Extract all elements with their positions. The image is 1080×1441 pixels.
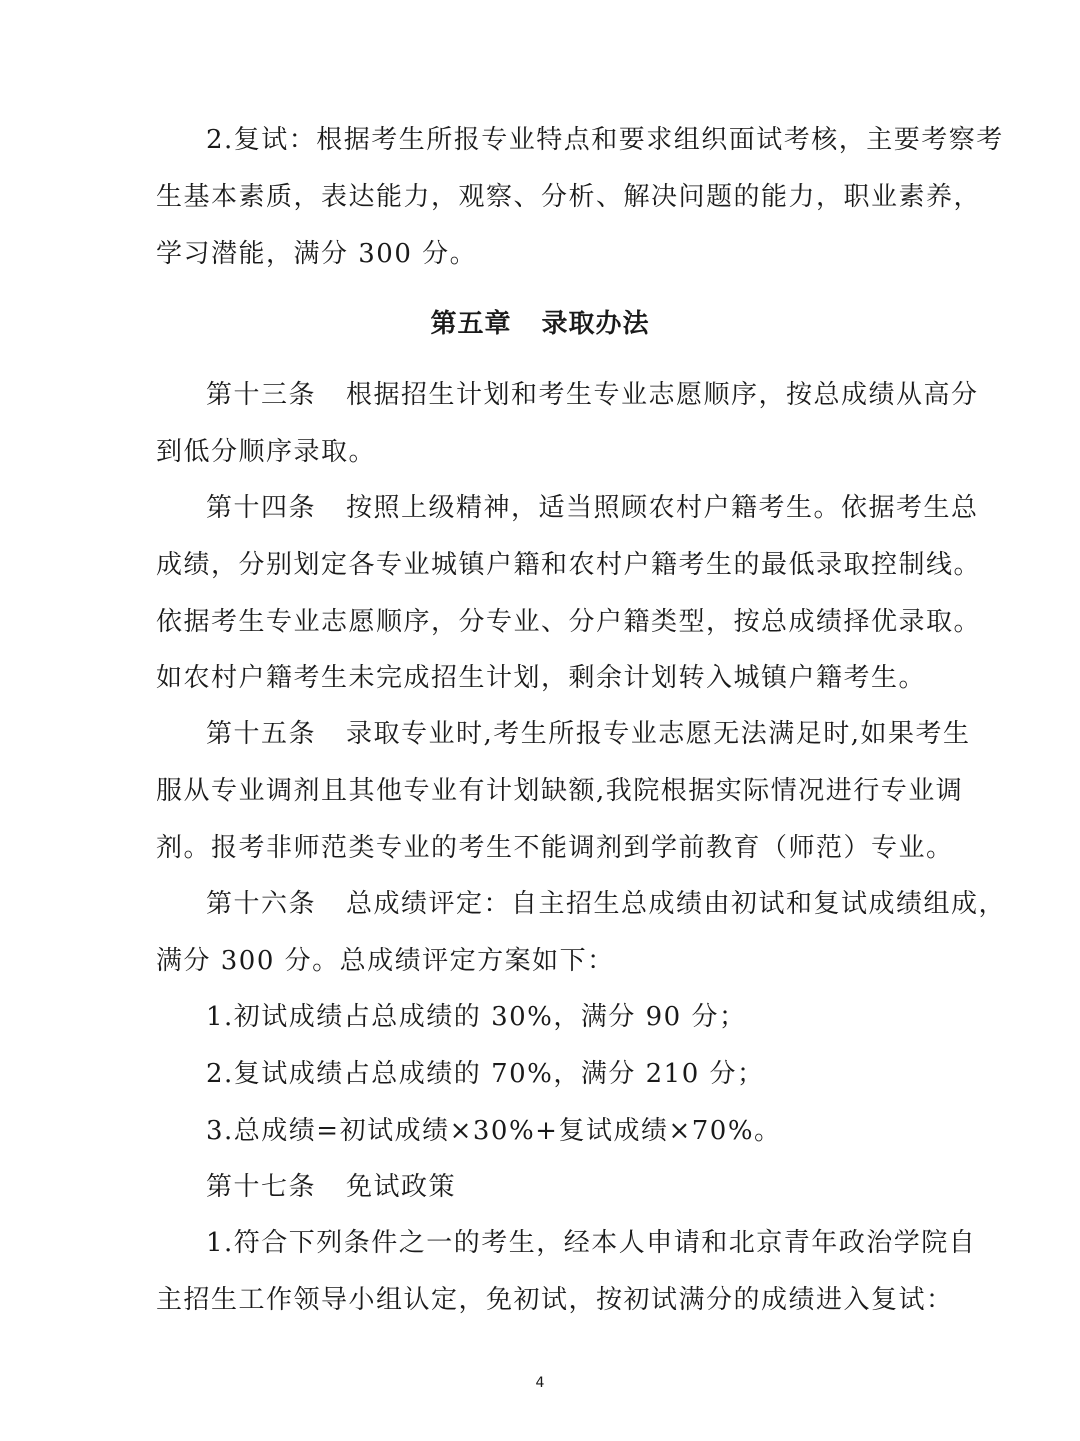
article-17-line xyxy=(206,1170,996,1204)
article-label: 第十三条 xyxy=(206,380,317,410)
chapter-heading xyxy=(0,307,1080,341)
article-16-line xyxy=(206,887,1007,921)
paragraph-line: 2.复试：根据考生所报专业特点和要求组织面试考核，主要考察考 xyxy=(206,125,1004,155)
article-text: 总成绩评定：自主招生总成绩由初试和复试成绩组成， xyxy=(346,889,1007,919)
article-label: 第十七条 xyxy=(206,1172,317,1202)
article-14-line xyxy=(206,491,996,525)
list-item: 3.总成绩=初试成绩×30%+复试成绩×70%。 xyxy=(206,1116,782,1146)
paragraph-line: 依据考生专业志愿顺序，分专业、分户籍类型，按总成绩择优录取。 xyxy=(156,607,982,637)
article-text: 录取专业时,考生所报专业志愿无法满足时,如果考生 xyxy=(346,719,971,749)
paragraph-line: 到低分顺序录取。 xyxy=(156,437,377,467)
article-text: 根据招生计划和考生专业志愿顺序，按总成绩从高分 xyxy=(346,380,979,410)
article-label: 第十六条 xyxy=(206,889,317,919)
list-item: 2.复试成绩占总成绩的 70%，满分 210 分； xyxy=(206,1059,765,1089)
paragraph-line: 学习潜能，满分 300 分。 xyxy=(156,239,478,269)
chapter-title: 录取办法 xyxy=(541,309,650,339)
paragraph-line: 生基本素质，表达能力，观察、分析、解决问题的能力，职业素养， xyxy=(156,182,982,212)
article-text: 按照上级精神，适当照顾农村户籍考生。依据考生总 xyxy=(346,493,979,523)
paragraph-line: 剂。报考非师范类专业的考生不能调剂到学前教育（师范）专业。 xyxy=(156,833,954,863)
article-13-line xyxy=(206,378,996,412)
paragraph-line: 如农村户籍考生未完成招生计划，剩余计划转入城镇户籍考生。 xyxy=(156,663,927,693)
article-15-line xyxy=(206,717,996,751)
article-label: 第十四条 xyxy=(206,493,317,523)
page-number: 4 xyxy=(535,1375,545,1391)
article-label: 第十五条 xyxy=(206,719,317,749)
paragraph-line: 服从专业调剂且其他专业有计划缺额,我院根据实际情况进行专业调 xyxy=(156,776,964,806)
list-item: 1.符合下列条件之一的考生，经本人申请和北京青年政治学院自 xyxy=(206,1228,977,1258)
list-item: 1.初试成绩占总成绩的 30%，满分 90 分； xyxy=(206,1002,747,1032)
paragraph-line: 满分 300 分。总成绩评定方案如下： xyxy=(156,946,615,976)
article-text: 免试政策 xyxy=(346,1172,457,1202)
chapter-number: 第五章 xyxy=(430,309,512,339)
paragraph-line: 主招生工作领导小组认定，免初试，按初试满分的成绩进入复试： xyxy=(156,1285,954,1315)
paragraph-line: 成绩，分别划定各专业城镇户籍和农村户籍考生的最低录取控制线。 xyxy=(156,550,982,580)
